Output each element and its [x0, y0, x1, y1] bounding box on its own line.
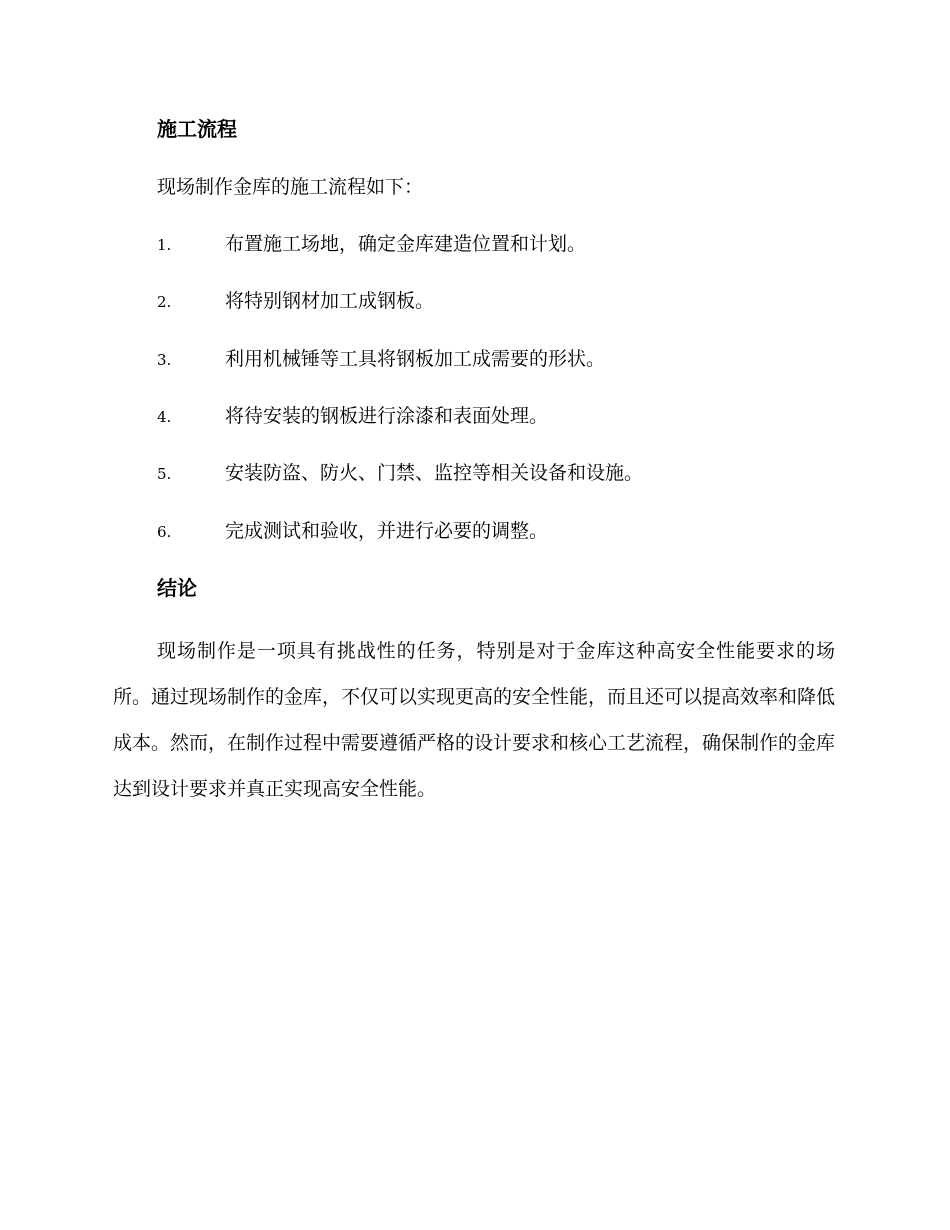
list-item-text: 安装防盗、防火、门禁、监控等相关设备和设施。 — [225, 462, 644, 484]
list-item — [157, 517, 857, 545]
list-item-number: 5. — [157, 465, 172, 483]
list-item-text: 将待安装的钢板进行涂漆和表面处理。 — [225, 405, 549, 427]
list-item-text: 将特别钢材加工成钢板。 — [225, 290, 435, 312]
section-heading-conclusion: 结论 — [157, 576, 197, 600]
list-item-text: 布置施工场地，确定金库建造位置和计划。 — [225, 233, 587, 255]
list-item — [157, 402, 857, 430]
list-item — [157, 230, 857, 258]
list-item-number: 2. — [157, 293, 172, 311]
section-heading-process: 施工流程 — [157, 117, 237, 141]
list-item-text: 利用机械锤等工具将钢板加工成需要的形状。 — [225, 348, 606, 370]
list-item — [157, 345, 857, 373]
process-intro: 现场制作金库的施工流程如下： — [157, 176, 424, 198]
list-item-number: 4. — [157, 408, 172, 426]
list-item-number: 3. — [157, 351, 172, 369]
list-item — [157, 287, 857, 315]
list-item-number: 1. — [157, 236, 172, 254]
list-item-text: 完成测试和验收，并进行必要的调整。 — [225, 520, 549, 542]
conclusion-paragraph: 现场制作是一项具有挑战性的任务，特别是对于金库这种高安全性能要求的场所。通过现场制作的金库，不仅可以实现更高的安全性能，而且还可以提高效率和降低成本。然而，在制作过程中需要遵循严格的设计要求和核心工艺流程，确保制作的金库达到设计要求并真正实现高安全性能。 — [113, 640, 836, 800]
list-item — [157, 459, 857, 487]
list-item-number: 6. — [157, 523, 172, 541]
